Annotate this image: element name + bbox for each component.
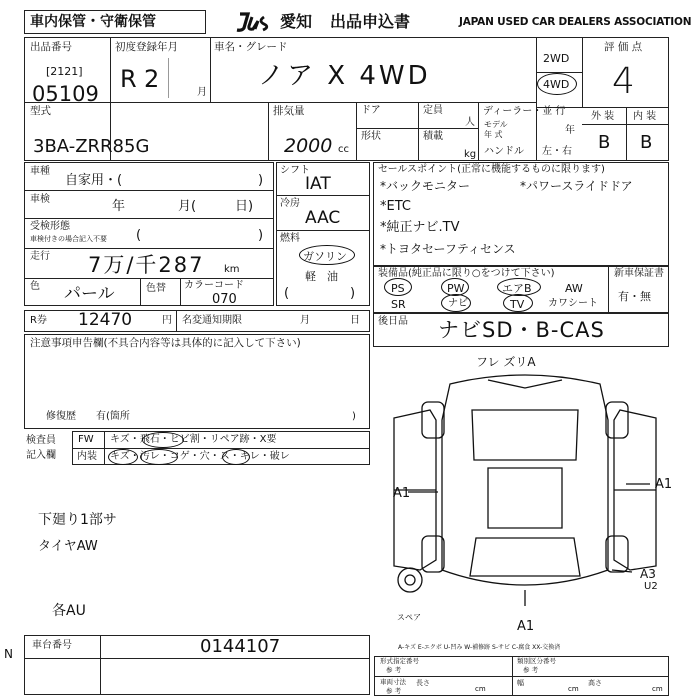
name-change-month: 月	[300, 315, 310, 326]
shape-label: 形状	[361, 131, 381, 142]
color-change-label: 色替	[146, 283, 166, 294]
chassis-block	[24, 635, 370, 695]
fuel-diesel: 軽 油	[305, 270, 338, 283]
equip-pw: PW	[447, 282, 465, 295]
score-label: 評 価 点	[604, 41, 643, 53]
equip-tv-circle	[503, 294, 533, 312]
transfer-label: 受検形態	[30, 221, 70, 232]
load-label: 積載	[423, 131, 443, 142]
transfer-open: (	[136, 228, 142, 243]
fuel-label: 燃料	[280, 233, 300, 244]
mark-su	[222, 449, 250, 465]
diagram-spare: スペア	[397, 613, 421, 622]
color-code-label: カラーコード	[184, 280, 244, 291]
height-label: 高さ	[588, 679, 602, 687]
length-label: 長さ	[416, 679, 430, 687]
dealer-label: ディーラー・並 行	[483, 106, 566, 117]
displacement-value: 2000	[284, 135, 333, 157]
storage-label: 車内保管・守衛保管	[30, 14, 156, 30]
drive-4wd-circle	[537, 73, 577, 95]
fuel-gas-circle	[299, 245, 355, 265]
aftermarket-label: 後日品	[378, 316, 408, 327]
ac-label: 冷房	[280, 198, 300, 209]
logo-mark-text	[236, 12, 237, 13]
dealer-nen: 年 式	[484, 130, 503, 139]
selling-point-4: *純正ナビ.TV	[380, 220, 460, 235]
fuel-open: (	[284, 286, 290, 301]
displacement-unit: cc	[338, 144, 349, 155]
name-value: ノア X 4WD	[258, 61, 431, 91]
transfer-close: )	[258, 228, 264, 243]
shift-label: シフト	[280, 165, 310, 176]
vehicle-ref: 参 考	[386, 687, 402, 695]
usage-close: )	[258, 173, 264, 188]
form-label: 形式指定番号	[380, 657, 419, 665]
fuel-close: )	[350, 286, 356, 301]
selling-point-3: *ETC	[380, 199, 411, 214]
capacity-label: 定員	[423, 105, 443, 116]
equip-navi: ナビ	[448, 298, 468, 309]
bottom-left-mark: N	[4, 647, 13, 661]
selling-label: セールスポイント(正常に機能するものに限ります)	[378, 164, 605, 175]
door-label: ドア	[361, 105, 381, 116]
mileage-label: 走行	[30, 251, 50, 262]
dealer-lr: 左・右	[542, 146, 572, 157]
color-code-value: 070	[212, 292, 237, 307]
name-change-day: 日	[350, 315, 360, 326]
color-value: パール	[64, 284, 115, 304]
lot-small: [2121]	[46, 65, 83, 78]
inspection-year: 年	[112, 199, 126, 214]
mileage-unit: km	[224, 264, 240, 275]
aftermarket-value: ナビSD・B-CAS	[438, 318, 605, 342]
score-int-label: 内 装	[633, 111, 657, 122]
recycle-unit: 円	[162, 315, 172, 326]
diagram-top-note: フレ ズリA	[476, 355, 536, 369]
car-diagram	[380, 360, 673, 620]
score-ext: B	[598, 132, 611, 153]
handwritten-note-3: 各AU	[52, 603, 86, 619]
equip-airbag: エアB	[502, 282, 532, 295]
lot-label: 出品番号	[30, 41, 72, 53]
width-unit: cm	[568, 685, 579, 693]
handwritten-note-2: タイヤAW	[38, 539, 98, 554]
width-label: 幅	[517, 679, 524, 687]
vehicle-label: 車両寸法	[380, 678, 406, 686]
repair-close: )	[352, 411, 356, 422]
damage-legend: A-キズ E-エクボ U-凹み W-補修跡 S-サビ C-腐食 XX-交換済	[398, 644, 561, 651]
title-aichi: 愛知	[280, 12, 313, 31]
equip-sr: SR	[391, 298, 406, 311]
color-label: 色	[30, 281, 40, 292]
drive-4wd: 4WD	[543, 78, 570, 91]
mark-tobiishi	[142, 432, 184, 448]
mark-yogore	[140, 449, 178, 465]
reg-month-unit: 月	[197, 87, 207, 98]
inspection-month: 月(	[178, 199, 197, 214]
transfer-note: 車検付きの場合記入不要	[30, 235, 107, 243]
shift-value: IAT	[305, 174, 331, 194]
equipment-label: 装備品(純正品に限り○をつけて下さい)	[378, 268, 555, 279]
inspector-fw: FW	[78, 434, 94, 445]
equip-tv: TV	[510, 298, 525, 311]
score-value: 4	[612, 61, 635, 102]
handwritten-note-1: 下廻り1部サ	[38, 512, 117, 528]
reg-era: R	[120, 65, 137, 93]
repair-history: 修復歴 有(箇所	[46, 411, 130, 422]
class-label: 類別区分番号	[517, 657, 556, 665]
ju-logo	[234, 11, 280, 33]
score-int: B	[640, 132, 653, 153]
title-form: 出品申込書	[330, 12, 411, 31]
reg-year: 2	[144, 65, 160, 93]
diagram-bottom-a1: A1	[517, 619, 535, 634]
diagram-rear-a3: A3	[640, 567, 656, 581]
model-label: 型式	[30, 105, 51, 117]
dealer-model: モデル	[484, 120, 508, 129]
model-value: 3BA-ZRR85G	[33, 136, 150, 157]
chassis-label: 車台番号	[32, 640, 72, 651]
new-warranty-value: 有・無	[618, 290, 651, 303]
diagram-rear-u2: U2	[644, 581, 658, 592]
inspection-label: 車検	[30, 194, 50, 205]
inspector-fw-text: キズ・飛石・ヒビ割・リペア跡・X要	[110, 434, 277, 445]
equip-aw: AW	[565, 282, 583, 295]
chassis-value: 0144107	[200, 636, 281, 657]
usage-value: 自家用・(	[65, 173, 123, 188]
name-change-label: 名変通知期限	[182, 315, 242, 326]
equip-navi-circle	[441, 294, 471, 312]
inspector-in-text: キズ・汚レ・コゲ・穴・ス・キレ・破レ	[110, 451, 290, 462]
inspector-in: 内装	[77, 451, 97, 462]
inspector-label-1: 検査員	[26, 435, 56, 446]
form-ref: 参 考	[386, 666, 402, 674]
drive-2wd: 2WD	[543, 52, 570, 65]
assoc-name: JAPAN USED CAR DEALERS ASSOCIATION	[459, 16, 692, 28]
score-ext-label: 外 装	[591, 111, 615, 122]
reg-label: 初度登録年月	[115, 41, 178, 53]
load-unit: kg	[464, 149, 477, 160]
inspection-day: 日)	[235, 199, 254, 214]
diagram-left-a1: A1	[393, 486, 411, 501]
equip-leather: カワシート	[548, 298, 598, 309]
recycle-label: R券	[30, 315, 47, 326]
notes-label: 注意事項申告欄(不具合内容等は具体的に記入して下さい)	[30, 337, 301, 349]
dealer-handle: ハンドル	[484, 146, 524, 157]
selling-point-5: *トヨタセーフティセンス	[380, 242, 516, 256]
name-label: 車名・グレード	[214, 41, 288, 53]
new-warranty-label: 新車保証書	[614, 268, 664, 279]
inspector-label-2: 記入欄	[26, 450, 56, 461]
mark-kizu	[108, 449, 138, 465]
length-unit: cm	[475, 685, 486, 693]
diagram-right-a1: A1	[655, 477, 673, 492]
fuel-gas: ガソリン	[303, 250, 347, 263]
ac-value: AAC	[305, 208, 341, 228]
displacement-label: 排気量	[273, 105, 305, 117]
capacity-unit: 人	[465, 117, 475, 128]
recycle-value: 12470	[78, 310, 133, 330]
mileage-value: 7万/千287	[88, 253, 205, 277]
lot-number: 05109	[32, 82, 99, 106]
class-ref: 参 考	[523, 666, 539, 674]
selling-point-1: *バックモニター	[380, 179, 471, 193]
usage-label: 車種	[30, 166, 50, 177]
dealer-year-unit: 年	[565, 125, 575, 136]
selling-point-2: *パワースライドドア	[520, 179, 633, 193]
height-unit: cm	[652, 685, 663, 693]
equip-ps-circle	[384, 278, 412, 296]
equip-ps: PS	[391, 282, 405, 295]
